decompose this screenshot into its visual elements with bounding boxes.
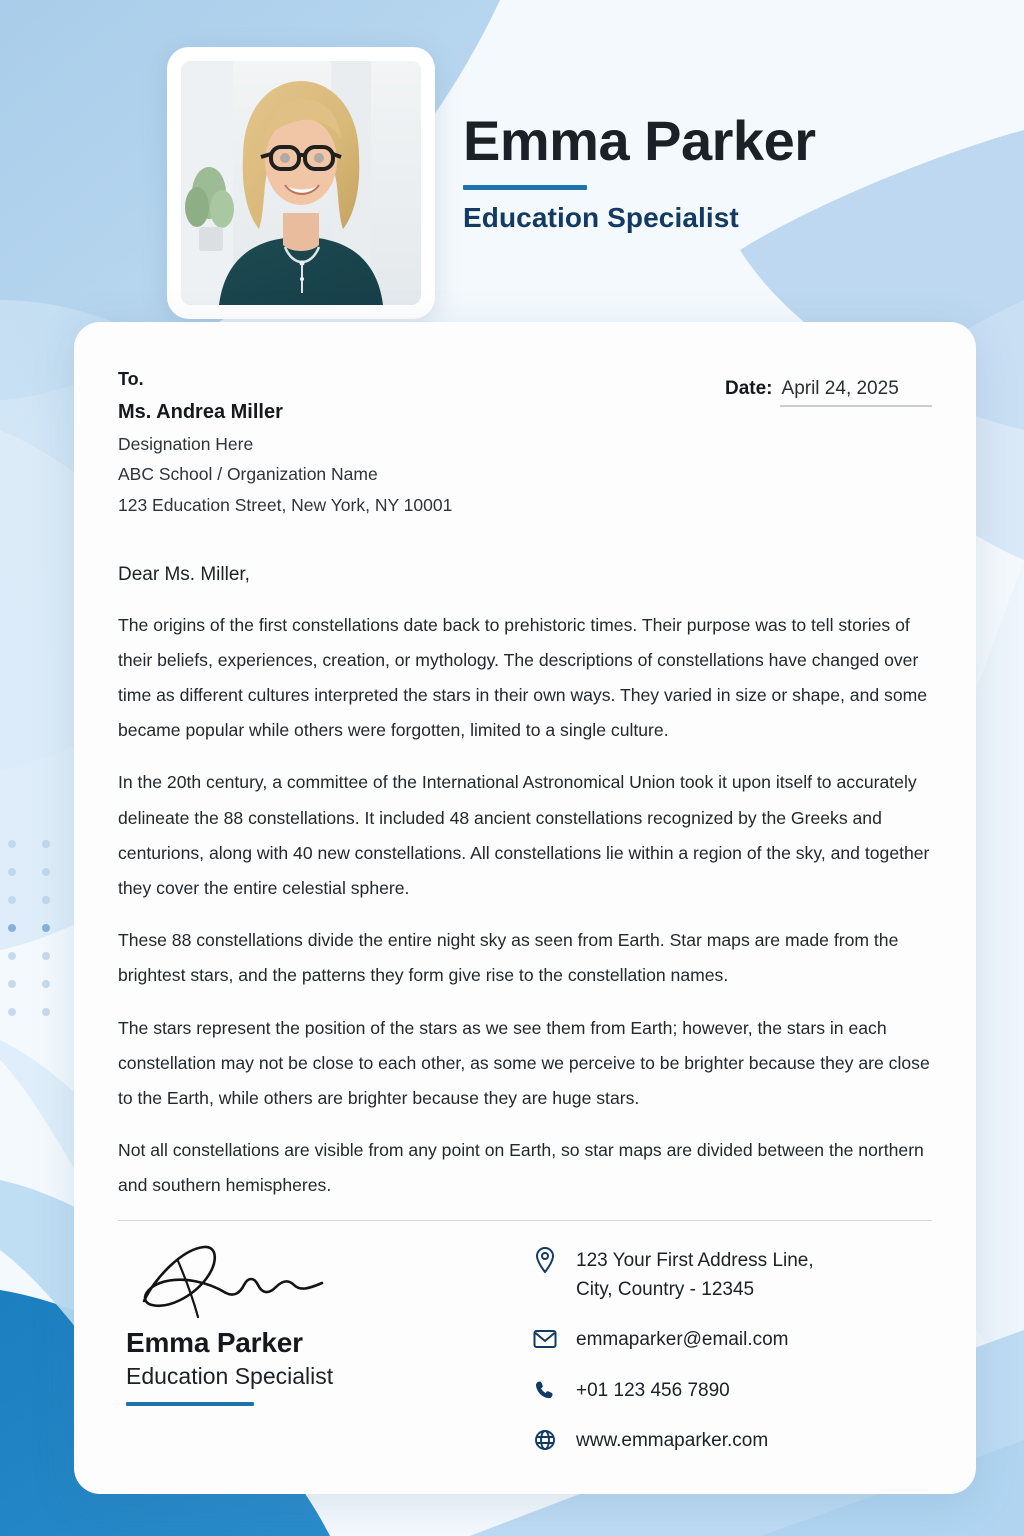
letter-body: [118, 608, 932, 1204]
name-block: [463, 109, 816, 234]
avatar: [181, 61, 421, 305]
letter-footer: [118, 1221, 932, 1456]
profile-photo-frame: [167, 47, 435, 319]
page-title: Emma Parker: [463, 109, 816, 172]
recipient-name: Ms. Andrea Miller: [118, 400, 283, 423]
body-paragraph: In the 20th century, a committee of the International Astronomical Union took it upon itself to accurately delineate the 88 constellations. It included 48 ancient constellations recognized by the Greeks and centurions, along with 40 new constellations. All constellations lie within a region of the sky, and together they cover the entire celestial sphere.: [118, 772, 930, 898]
to-label: To.: [118, 369, 144, 389]
date-value[interactable]: April 24, 2025: [781, 378, 899, 399]
letter-card: [74, 322, 976, 1494]
signature-role: Education Specialist: [126, 1363, 334, 1390]
address-line-2: City, Country - 12345: [576, 1278, 755, 1300]
contact-item-phone[interactable]: [532, 1377, 932, 1406]
contact-website-text: www.emmaparker.com: [576, 1430, 769, 1452]
body-paragraph: The origins of the first constellations date back to prehistoric times. Their purpose was to tell stories of their beliefs, experiences, creation, or mythology. The descriptions of constellations have changed over time as different cultures interpreted the stars in their own ways. They varied in size or shape, and some became popular while others were forgotten, limited to a single culture.: [118, 614, 928, 741]
date-label: Date:: [725, 378, 773, 399]
body-paragraph: The stars represent the position of the stars as we see them from Earth; however, the stars in each constellation may not be close to each other, as some we perceive to be brighter because they are close to the Earth, while others are brighter because they are huge stars.: [118, 1017, 930, 1108]
globe-icon: [532, 1427, 558, 1453]
letterhead-header: [0, 0, 1024, 330]
address-line-1: 123 Your First Address Line,: [576, 1250, 814, 1272]
signature-block: [118, 1239, 458, 1456]
contact-phone-text: +01 123 456 7890: [576, 1379, 730, 1401]
title-accent-rule: [463, 185, 587, 190]
contact-item-website[interactable]: [532, 1427, 932, 1456]
phone-icon: [532, 1377, 558, 1403]
contact-block: [532, 1239, 932, 1456]
body-paragraph: Not all constellations are visible from any point on Earth, so star maps are divided between the northern and southern hemispheres.: [118, 1140, 924, 1196]
date-block: [725, 378, 932, 407]
handwritten-signature-icon: [126, 1239, 356, 1325]
contact-address-text: [576, 1247, 814, 1304]
recipient-organization: ABC School / Organization Name: [118, 464, 378, 485]
recipient-address: 123 Education Street, New York, NY 10001: [118, 494, 453, 515]
contact-email-text: emmaparker@email.com: [576, 1329, 789, 1351]
recipient-block: [118, 364, 452, 520]
location-pin-icon: [532, 1247, 558, 1273]
contact-item-email[interactable]: [532, 1326, 932, 1355]
portrait-illustration: [181, 61, 421, 305]
signature-name: Emma Parker: [126, 1327, 303, 1359]
header-role: Education Specialist: [463, 201, 739, 233]
signature-accent-rule: [126, 1402, 254, 1406]
body-paragraph: These 88 constellations divide the entire night sky as seen from Earth. Star maps are made from the brightest stars, and the patterns they form give rise to the constellation names.: [118, 930, 899, 986]
contact-item-address[interactable]: [532, 1247, 932, 1304]
signature-mark: [126, 1239, 458, 1325]
envelope-icon: [532, 1326, 558, 1352]
recipient-designation: Designation Here: [118, 434, 254, 455]
letter-top-row: [118, 364, 932, 520]
salutation: Dear Ms. Miller,: [118, 563, 250, 585]
date-underline: [780, 405, 932, 407]
